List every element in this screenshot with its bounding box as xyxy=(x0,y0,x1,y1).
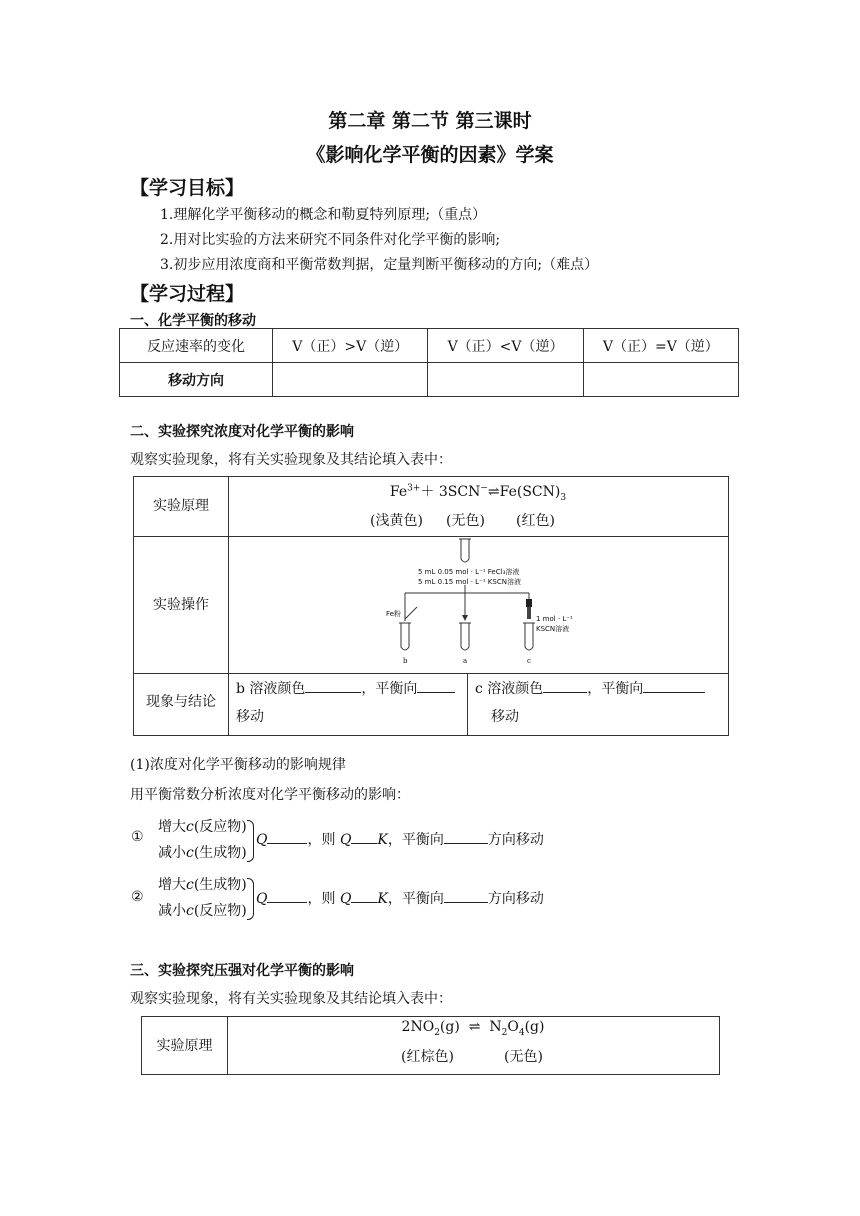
col-forward-gt: V（正）>V（逆） xyxy=(273,329,428,363)
doc-title-line1: 第二章 第二节 第三课时 xyxy=(328,110,532,132)
rule2-blank-direction[interactable] xyxy=(444,888,488,903)
section2-intro: 观察实验现象，将有关实验现象及其结论填入表中： xyxy=(130,452,452,468)
blank-b-color[interactable] xyxy=(305,678,361,693)
result-b-move: 移动 xyxy=(236,709,264,725)
section2-table xyxy=(133,476,729,736)
operation-label: 实验操作 xyxy=(153,597,209,613)
doc-title-line2: 《影响化学平衡的因素》学案 xyxy=(306,144,554,166)
rule2-blank-q[interactable] xyxy=(267,888,307,903)
goal-item-2: 2.用对比实验的方法来研究不同条件对化学平衡的影响; xyxy=(160,232,501,248)
rule2-brace xyxy=(247,878,254,920)
goal-item-3: 3.初步应用浓度商和平衡常数判据，定量判断平衡移动的方向;（难点） xyxy=(160,257,599,273)
diagram-kscn-sol: KSCN溶液 xyxy=(536,625,570,633)
result-c-move: 移动 xyxy=(491,709,519,725)
color-colorless: (无色) xyxy=(446,513,485,529)
section2-heading: 二、实验探究浓度对化学平衡的影响 xyxy=(130,424,354,440)
diagram-fecl3: 5 mL 0.05 mol · L⁻¹ FeCl₃溶液 xyxy=(418,568,520,576)
rule1-line-a: 增大c(反应物) xyxy=(158,819,247,835)
col-forward-eq: V（正）=V（逆） xyxy=(583,329,738,363)
color-colorless-2: (无色) xyxy=(504,1049,543,1065)
rule2-line-b: 减小c(反应物) xyxy=(158,903,247,919)
no2-equation: $2NO_2(g)$ ⇌ $N_2O_4(g)$ xyxy=(401,1019,545,1038)
direction-label: 移动方向 xyxy=(120,363,273,397)
color-red: (红色) xyxy=(516,513,555,529)
result-b: b 溶液颜色 ，平衡向 xyxy=(236,678,455,698)
blank-c-color[interactable] xyxy=(543,678,587,693)
direction-cell-2[interactable] xyxy=(428,363,583,397)
color-red-brown: (红棕色) xyxy=(401,1049,454,1065)
diagram-kscn-conc: 1 mol · L⁻¹ xyxy=(536,615,573,623)
rate-change-label: 反应速率的变化 xyxy=(120,329,273,363)
section3-intro: 观察实验现象，将有关实验现象及其结论填入表中： xyxy=(130,991,452,1007)
rule1-blank-direction[interactable] xyxy=(444,829,488,844)
col-forward-lt: V（正）<V（逆） xyxy=(428,329,583,363)
process-heading: 【学习过程】 xyxy=(130,283,245,305)
rules-heading: (1)浓度对化学平衡移动的影响规律 xyxy=(130,757,346,773)
blank-b-direction[interactable] xyxy=(417,678,455,693)
direction-cell-3[interactable] xyxy=(583,363,738,397)
rule1-blank-compare[interactable] xyxy=(351,829,377,844)
section3-principle-label: 实验原理 xyxy=(156,1038,213,1054)
section1-table xyxy=(119,328,739,397)
section3-heading: 三、实验探究压强对化学平衡的影响 xyxy=(130,963,354,979)
rule2-conclusion: Q ，则 Q K，平衡向 方向移动 xyxy=(256,888,544,908)
result-label: 现象与结论 xyxy=(146,694,216,710)
fe-scn-equation: $Fe^{3+}+$ $3SCN^-\rightleftharpoons Fe(SCN)_3$ xyxy=(389,483,567,503)
diagram-kscn: 5 mL 0.15 mol · L⁻¹ KSCN溶液 xyxy=(418,578,521,586)
section3-table xyxy=(141,1016,720,1075)
rule1-line-b: 减小c(生成物) xyxy=(158,845,247,861)
diagram-tube-c: c xyxy=(527,657,531,665)
rule1-conclusion: Q ，则 Q K，平衡向 方向移动 xyxy=(256,829,544,849)
diagram-fe-powder: Fe粉 xyxy=(386,610,401,618)
rule1-mark: ① xyxy=(131,829,144,845)
rule2-mark: ② xyxy=(131,889,144,905)
direction-cell-1[interactable] xyxy=(273,363,428,397)
rule2-blank-compare[interactable] xyxy=(351,888,377,903)
principle-label: 实验原理 xyxy=(153,498,209,514)
experiment-diagram xyxy=(369,537,579,671)
rule1-brace xyxy=(247,820,254,862)
diagram-tube-b: b xyxy=(403,657,408,665)
goals-heading: 【学习目标】 xyxy=(130,177,245,199)
color-pale-yellow: (浅黄色) xyxy=(370,513,423,529)
result-c: c 溶液颜色 ，平衡向 xyxy=(475,678,705,698)
diagram-tube-a: a xyxy=(463,657,468,665)
goal-item-1: 1.理解化学平衡移动的概念和勒夏特列原理;（重点） xyxy=(160,207,487,223)
blank-c-direction[interactable] xyxy=(643,678,705,693)
rule2-line-a: 增大c(生成物) xyxy=(158,877,247,893)
section1-heading: 一、化学平衡的移动 xyxy=(130,313,256,329)
rule1-blank-q[interactable] xyxy=(267,829,307,844)
rules-intro: 用平衡常数分析浓度对化学平衡移动的影响： xyxy=(130,787,410,803)
